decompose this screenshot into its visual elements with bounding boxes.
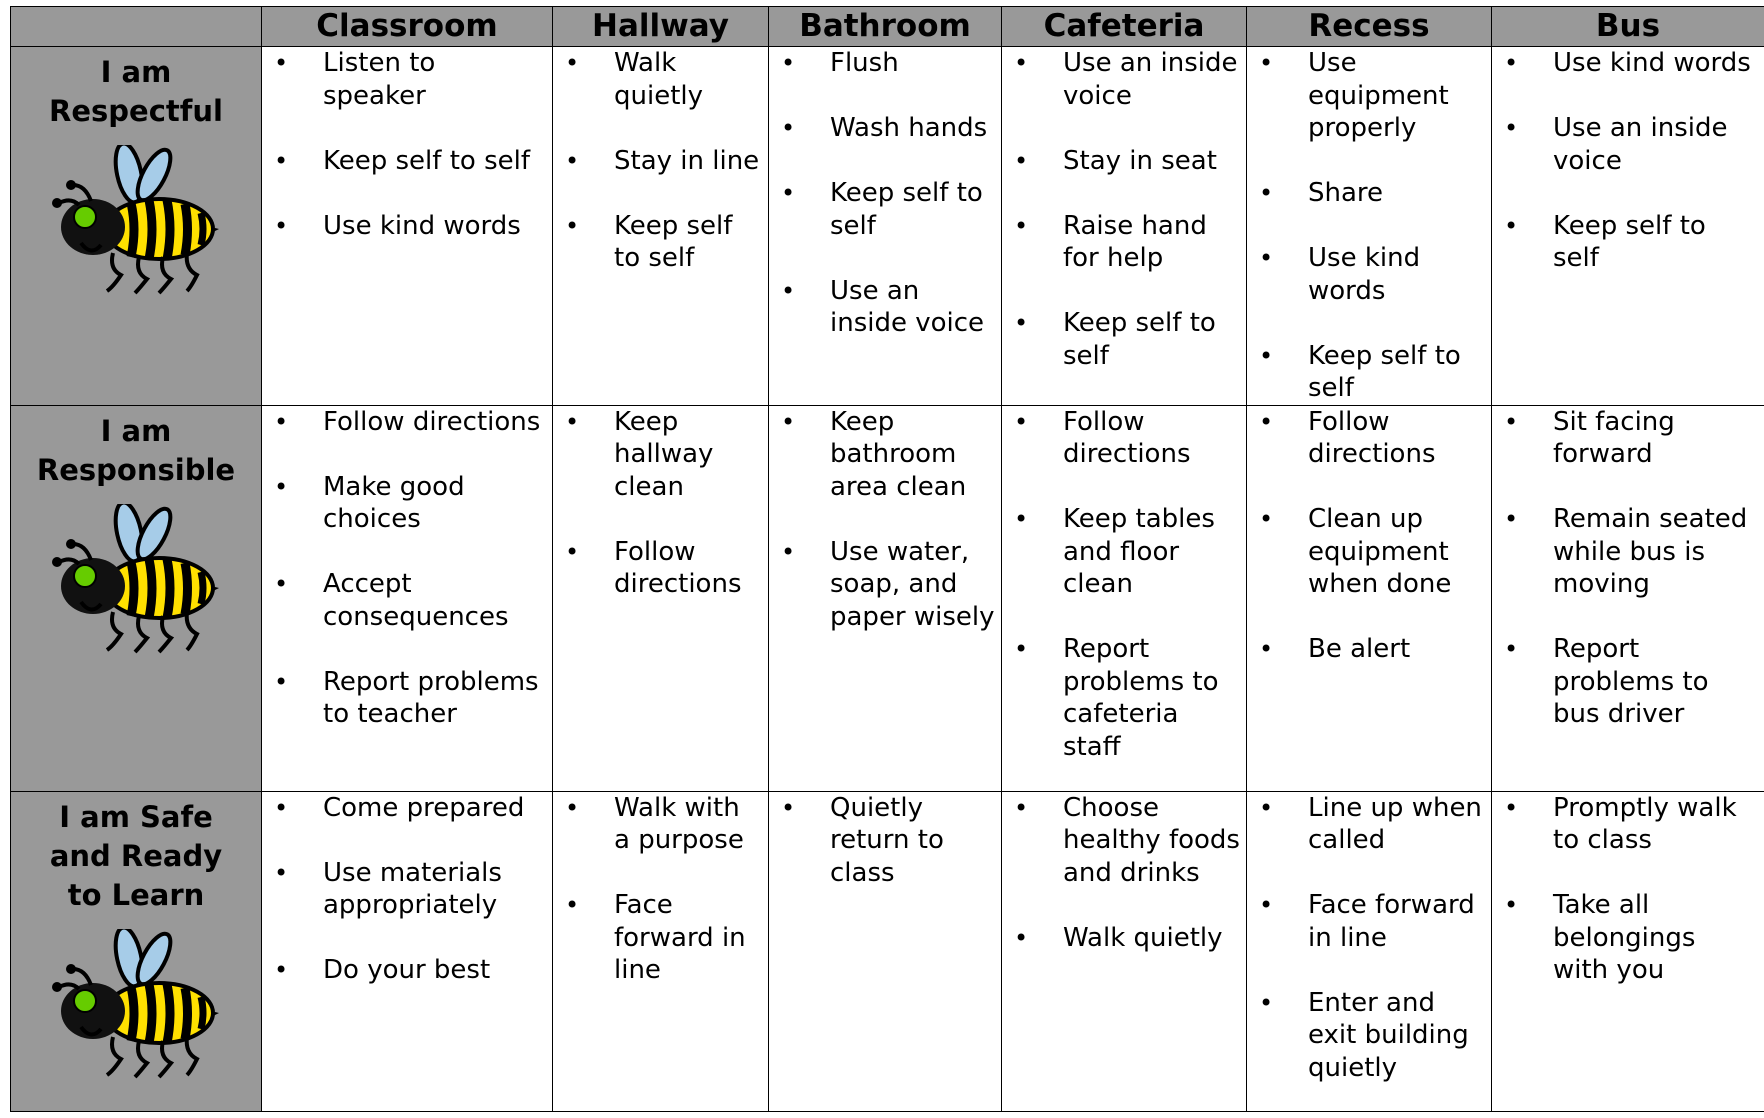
matrix-cell <box>1492 405 1764 791</box>
matrix-cell <box>553 47 769 406</box>
list-item <box>553 145 768 178</box>
list-item-text: Report problems to cafeteria staff <box>1063 634 1219 762</box>
matrix-cell <box>1002 405 1247 791</box>
expectation-list <box>1492 47 1764 275</box>
list-item-text: Flush <box>830 48 899 78</box>
list-item <box>1247 633 1491 666</box>
list-item-text: Line up when called <box>1308 792 1482 855</box>
list-item <box>1247 177 1491 210</box>
expectation-list <box>262 47 552 242</box>
list-item <box>553 47 768 112</box>
list-item-text: Sit facing forward <box>1553 406 1675 469</box>
bullet-icon: • <box>1259 407 1274 436</box>
list-item <box>1002 307 1246 372</box>
bullet-icon: • <box>1014 407 1029 436</box>
bullet-icon: • <box>274 407 289 436</box>
bullet-icon: • <box>781 537 796 566</box>
list-item <box>553 210 768 275</box>
list-item <box>262 145 552 178</box>
list-item <box>1247 792 1491 857</box>
row-title-line: I am <box>100 413 172 448</box>
list-item-text: Follow directions <box>614 536 742 599</box>
expectation-list <box>553 47 768 275</box>
list-item <box>1002 633 1246 763</box>
expectation-list <box>1247 792 1491 1085</box>
list-item-text: Use water, soap, and paper wisely <box>830 536 995 632</box>
list-item <box>769 792 1001 890</box>
bullet-icon: • <box>274 858 289 887</box>
list-item-text: Use kind words <box>323 210 521 241</box>
bullet-icon: • <box>1014 635 1029 663</box>
matrix-cell <box>553 791 769 1111</box>
list-item <box>769 112 1001 145</box>
bullet-icon: • <box>1504 49 1519 77</box>
list-item-text: Raise hand for help <box>1063 210 1207 273</box>
bullet-icon: • <box>274 146 289 175</box>
bullet-icon: • <box>274 956 289 984</box>
list-item-text: Keep self to self <box>1553 210 1706 273</box>
expectation-list <box>553 792 768 987</box>
list-item <box>1247 406 1491 471</box>
list-item <box>1492 112 1764 177</box>
bullet-icon: • <box>1504 635 1519 663</box>
bullet-icon: • <box>274 49 289 77</box>
bullet-icon: • <box>1504 211 1519 240</box>
list-item-text: Use kind words <box>1553 48 1751 78</box>
list-item-text: Walk quietly <box>1063 922 1223 953</box>
expectation-list <box>1002 792 1246 955</box>
bullet-icon: • <box>1504 891 1519 919</box>
bullet-icon: • <box>1504 505 1519 533</box>
bullet-icon: • <box>565 793 580 822</box>
list-item <box>1492 210 1764 275</box>
bee-icon <box>51 504 221 654</box>
matrix-cell <box>1247 405 1492 791</box>
expectation-list <box>1492 792 1764 987</box>
row-title-line: and Ready <box>49 838 223 873</box>
matrix-cell <box>1492 791 1764 1111</box>
list-item-text: Remain seated while bus is moving <box>1553 504 1748 599</box>
list-item <box>262 210 552 243</box>
bullet-icon: • <box>565 407 580 436</box>
list-item <box>1492 633 1764 731</box>
list-item <box>1492 792 1764 857</box>
list-item <box>553 889 768 987</box>
list-item <box>1002 406 1246 471</box>
list-item-text: Be alert <box>1308 634 1411 664</box>
table-row <box>11 405 1764 791</box>
list-item-text: Take all belongings with you <box>1553 890 1696 985</box>
list-item-text: Keep self to self <box>614 210 733 273</box>
list-item-text: Share <box>1308 178 1384 208</box>
list-item <box>262 666 552 731</box>
bullet-icon: • <box>274 570 289 598</box>
bee-icon <box>51 145 221 295</box>
bullet-icon: • <box>1259 793 1274 822</box>
list-item-text: Listen to speaker <box>323 48 436 111</box>
list-item-text: Keep self to self <box>1063 308 1216 371</box>
expectation-list <box>1247 406 1491 666</box>
bullet-icon: • <box>1014 309 1029 337</box>
column-header: Recess <box>1247 7 1492 47</box>
bullet-icon: • <box>274 667 289 696</box>
list-item <box>769 177 1001 242</box>
bullet-icon: • <box>565 891 580 919</box>
list-item <box>1247 340 1491 405</box>
bullet-icon: • <box>781 114 796 142</box>
list-item <box>1002 210 1246 275</box>
list-item <box>1492 503 1764 601</box>
list-item-text: Stay in line <box>614 145 760 176</box>
expectation-list <box>769 792 1001 890</box>
bullet-icon: • <box>1014 146 1029 175</box>
list-item <box>262 954 552 987</box>
matrix-cell <box>262 405 553 791</box>
list-item <box>1002 47 1246 112</box>
list-item-text: Use an inside voice <box>1553 113 1728 176</box>
bullet-icon: • <box>1014 505 1029 533</box>
matrix-cell <box>1247 47 1492 406</box>
expectation-list <box>262 792 552 987</box>
bullet-icon: • <box>1504 407 1519 436</box>
bullet-icon: • <box>781 407 796 436</box>
row-header <box>11 47 262 406</box>
bee-icon <box>51 929 221 1079</box>
header-row <box>11 7 1764 47</box>
list-item-text: Keep tables and floor clean <box>1063 504 1215 599</box>
list-item-text: Follow directions <box>1063 406 1191 469</box>
column-header: Hallway <box>553 7 769 47</box>
list-item-text: Accept consequences <box>323 569 509 632</box>
list-item-text: Promptly walk to class <box>1553 792 1737 855</box>
list-item <box>553 792 768 857</box>
bullet-icon: • <box>274 472 289 501</box>
row-header <box>11 791 262 1111</box>
list-item <box>1247 503 1491 601</box>
bullet-icon: • <box>1014 923 1029 952</box>
bullet-icon: • <box>781 276 796 305</box>
list-item <box>262 47 552 112</box>
bullet-icon: • <box>1504 793 1519 822</box>
corner-cell <box>11 7 262 47</box>
list-item <box>769 47 1001 80</box>
list-item <box>262 406 552 439</box>
bullet-icon: • <box>781 49 796 77</box>
expectation-list <box>1002 406 1246 764</box>
list-item-text: Keep self to self <box>323 145 530 176</box>
list-item-text: Quietly return to class <box>830 792 944 888</box>
expectation-list <box>262 406 552 731</box>
list-item-text: Use equipment properly <box>1308 48 1449 143</box>
list-item <box>769 536 1001 634</box>
bullet-icon: • <box>565 537 580 566</box>
bullet-icon: • <box>1014 211 1029 240</box>
list-item-text: Clean up equipment when done <box>1308 504 1452 599</box>
bullet-icon: • <box>1259 988 1274 1017</box>
bullet-icon: • <box>1259 49 1274 77</box>
matrix-cell <box>1002 47 1247 406</box>
bullet-icon: • <box>1259 505 1274 533</box>
list-item-text: Use an inside voice <box>1063 48 1238 111</box>
list-item-text: Face forward in line <box>1308 890 1475 953</box>
list-item <box>553 406 768 504</box>
list-item <box>1247 889 1491 954</box>
bullet-icon: • <box>565 211 580 240</box>
table-row <box>11 791 1764 1111</box>
list-item-text: Keep bathroom area clean <box>830 406 967 502</box>
bullet-icon: • <box>565 146 580 175</box>
bullet-icon: • <box>1259 244 1274 272</box>
list-item-text: Wash hands <box>830 113 988 143</box>
list-item-text: Walk quietly <box>614 48 704 111</box>
bullet-icon: • <box>1259 179 1274 207</box>
list-item <box>262 857 552 922</box>
bullet-icon: • <box>274 793 289 822</box>
bullet-icon: • <box>781 793 796 822</box>
matrix-cell <box>1247 791 1492 1111</box>
matrix-cell <box>769 47 1002 406</box>
list-item-text: Report problems to teacher <box>323 666 539 729</box>
list-item <box>1002 922 1246 955</box>
list-item <box>262 568 552 633</box>
matrix-cell <box>553 405 769 791</box>
list-item <box>1247 987 1491 1085</box>
bullet-icon: • <box>1259 341 1274 370</box>
matrix-cell <box>1492 47 1764 406</box>
list-item <box>1247 47 1491 145</box>
list-item-text: Keep self to self <box>830 178 983 241</box>
list-item <box>1247 242 1491 307</box>
list-item <box>1002 503 1246 601</box>
list-item-text: Make good choices <box>323 471 465 534</box>
list-item <box>1492 406 1764 471</box>
list-item <box>1002 792 1246 890</box>
bullet-icon: • <box>1259 635 1274 663</box>
matrix-cell <box>262 47 553 406</box>
expectation-list <box>1492 406 1764 731</box>
behavior-matrix <box>10 6 1764 1112</box>
row-header <box>11 405 262 791</box>
list-item <box>553 536 768 601</box>
expectation-list <box>1002 47 1246 372</box>
row-title-line: to Learn <box>67 877 205 912</box>
column-header: Bus <box>1492 7 1764 47</box>
list-item-text: Do your best <box>323 955 491 985</box>
list-item <box>769 406 1001 504</box>
column-header: Classroom <box>262 7 553 47</box>
matrix-cell <box>1002 791 1247 1111</box>
list-item-text: Use an inside voice <box>830 275 985 338</box>
expectation-list <box>1247 47 1491 405</box>
list-item-text: Keep hallway clean <box>614 406 714 502</box>
column-header: Bathroom <box>769 7 1002 47</box>
list-item <box>1492 47 1764 80</box>
bullet-icon: • <box>274 211 289 240</box>
list-item-text: Walk with a purpose <box>614 792 744 855</box>
bullet-icon: • <box>1014 793 1029 822</box>
bullet-icon: • <box>1014 49 1029 77</box>
row-title-line: Responsible <box>36 452 236 487</box>
list-item-text: Report problems to bus driver <box>1553 634 1709 729</box>
list-item <box>262 471 552 536</box>
list-item <box>1002 145 1246 178</box>
list-item <box>262 792 552 825</box>
bullet-icon: • <box>1504 114 1519 142</box>
list-item-text: Use kind words <box>1308 243 1421 306</box>
expectation-list <box>769 406 1001 634</box>
list-item <box>769 275 1001 340</box>
list-item-text: Use materials appropriately <box>323 857 502 920</box>
bullet-icon: • <box>781 179 796 207</box>
column-header: Cafeteria <box>1002 7 1247 47</box>
list-item-text: Enter and exit building quietly <box>1308 987 1469 1083</box>
matrix-cell <box>262 791 553 1111</box>
bullet-icon: • <box>565 49 580 77</box>
list-item-text: Face forward in line <box>614 890 746 985</box>
row-title-line: I am Safe <box>59 799 213 834</box>
list-item-text: Follow directions <box>323 406 541 437</box>
list-item-text: Come prepared <box>323 792 525 823</box>
list-item-text: Follow directions <box>1308 406 1436 469</box>
table-row <box>11 47 1764 406</box>
list-item-text: Stay in seat <box>1063 145 1217 176</box>
bullet-icon: • <box>1259 891 1274 919</box>
expectation-list <box>769 47 1001 340</box>
row-title-line: I am <box>100 55 172 89</box>
row-title-line: Respectful <box>49 94 223 128</box>
matrix-cell <box>769 791 1002 1111</box>
matrix-cell <box>769 405 1002 791</box>
list-item <box>1492 889 1764 987</box>
list-item-text: Choose healthy foods and drinks <box>1063 792 1240 888</box>
expectation-list <box>553 406 768 601</box>
list-item-text: Keep self to self <box>1308 340 1461 403</box>
